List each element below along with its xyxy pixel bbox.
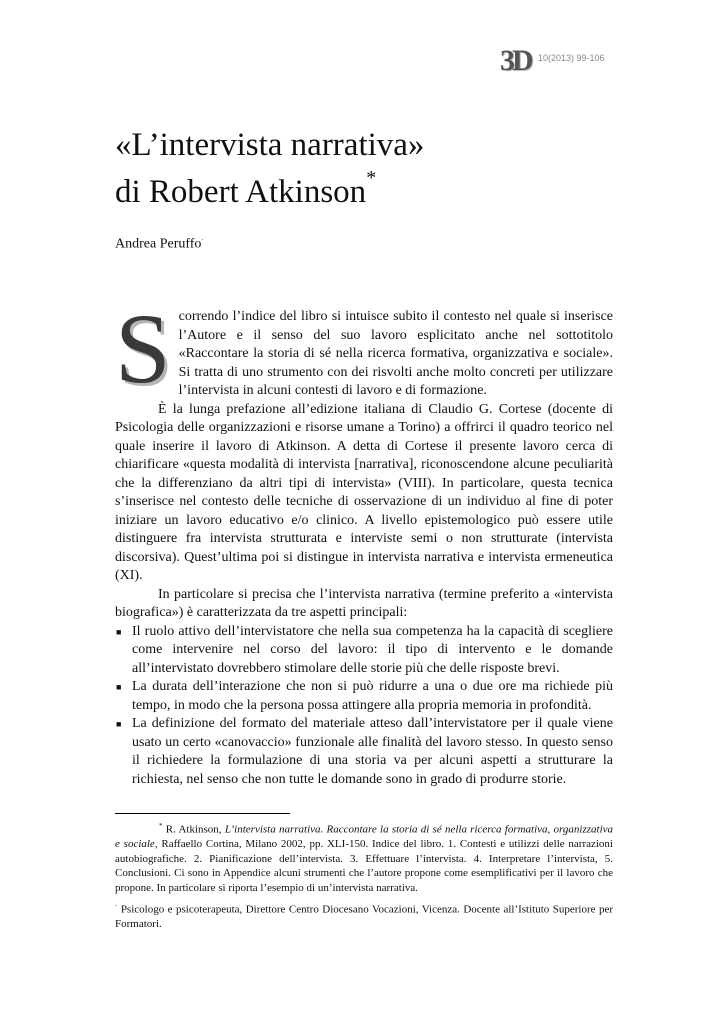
title-line-1: «L’intervista narrativa» [115,127,425,163]
list-item-text: La definizione del formato del materiale atteso dall’intervistatore per il quale viene usato un certo «canovaccio» funzionale alle finalità del lavoro stesso. In questo senso il richiedere la formulazione di una storia va per alcuni aspetti a strutturare la richiesta, nel senso che non tutte le domande sono in grado di produrre storie. [132,716,613,787]
footnote-1-author: R. Atkinson, [165,823,222,836]
footnote-2-mark: · [115,902,118,911]
journal-logo: 3D [500,44,531,77]
footnotes [115,819,613,936]
footnote-1-mark: * [159,822,163,830]
footnote-2-text: Psicologo e psicoterapeuta, Direttore Centro Diocesano Vocazioni, Vicenza. Docente all’Istituto Superiore per Formatori. [115,903,613,931]
list-item-text: Il ruolo attivo dell’intervistatore che nella sua competenza ha la capacità di scegliere come intervenire nel corso del lavoro: il tipo di intervento e le domande all’intervistato dovrebbero stimolare delle storie più che delle risposte brevi. [132,623,613,676]
aspects-list [115,623,613,790]
paragraph-intro-text: correndo l’indice del libro si intuisce subito il contesto nel quale si inserisce l’Autore e il senso del suo lavoro esplicitato anche nel sottotitolo «Raccontare la storia di sé nella ricerca formativa, organizzativa e sociale». Si tratta di uno strumento con dei risvolti anche molto concreti per utilizzare l’intervista in alcuni contesti di lavoro e di formazione. [178,309,613,398]
article-title [115,126,615,212]
square-bullet-icon: ■ [116,719,122,729]
footnote-separator [115,813,290,814]
title-line-2: di Robert Atkinson [115,174,367,210]
footnote-1-text: , Raffaello Cortina, Milano 2002, pp. XLI-150. Indice del libro. 1. Contesti e utilizzi delle narrazioni autobiografiche. 2. Pianificazione dell’intervista. 3. Effettuare l’intervista. 4. Interpretare l’intervista, 5. Conclusioni. Ci sono in Appendice alcuni strumenti che l’autore propone come esemplificativi per il lavoro che propone. In particolare si riporta l’esempio di un’intervista narrativa. [115,838,613,894]
list-item [115,623,613,679]
list-item [115,715,613,789]
author-name: Andrea Peruffo [115,236,202,252]
author-line [115,236,204,253]
journal-reference: 10(2013) 99-106 [538,53,605,63]
footnote-2 [115,899,613,932]
footnote-1 [115,819,613,895]
footnote-1-book-title: L’intervista narrativa. Raccontare la storia di sé nella ricerca formativa, organizzativa e sociale [115,823,614,851]
square-bullet-icon: ■ [116,682,122,692]
author-footnote-mark[interactable]: · [201,236,204,244]
paragraph-preface: È la lunga prefazione all’edizione italiana di Claudio G. Cortese (docente di Psicologia delle organizzazioni e risorse umane a Torino) a offrirci il quadro teorico nel quale inserire il lavoro di Atkinson. A detta di Cortese il presente lavoro cerca di chiarificare «questa modalità di intervista [narrativa], riconoscendone alcune peculiarità che la differenziano da altri tipi di intervista» (VIII). In particolare, questa tecnica s’inserisce nel contesto delle tecniche di osservazione di un individuo al fine di poter iniziare un lavoro educativo e/o clinico. A livello epistemologico può essere utile distinguere fra intervista strutturata e interviste semi o non strutturate (intervista discorsiva). Quest’ultima poi si distingue in intervista narrativa e intervista ermeneutica (XI). [115,401,613,583]
list-item-text: La durata dell’interazione che non si può ridurre a una o due ore ma richiede più tempo, in modo che la persona possa attingere alla propria memoria in profondità. [132,679,613,713]
paragraph-intro [115,293,613,404]
article-body [115,293,613,789]
list-item [115,678,613,715]
drop-cap: S [115,293,171,404]
square-bullet-icon: ■ [116,626,122,637]
paragraph-aspects-intro: In particolare si precisa che l’intervista narrativa (termine preferito a «intervista biografica») è caratterizzata da tre aspetti principali: [115,586,613,620]
title-footnote-mark[interactable]: * [366,167,377,189]
